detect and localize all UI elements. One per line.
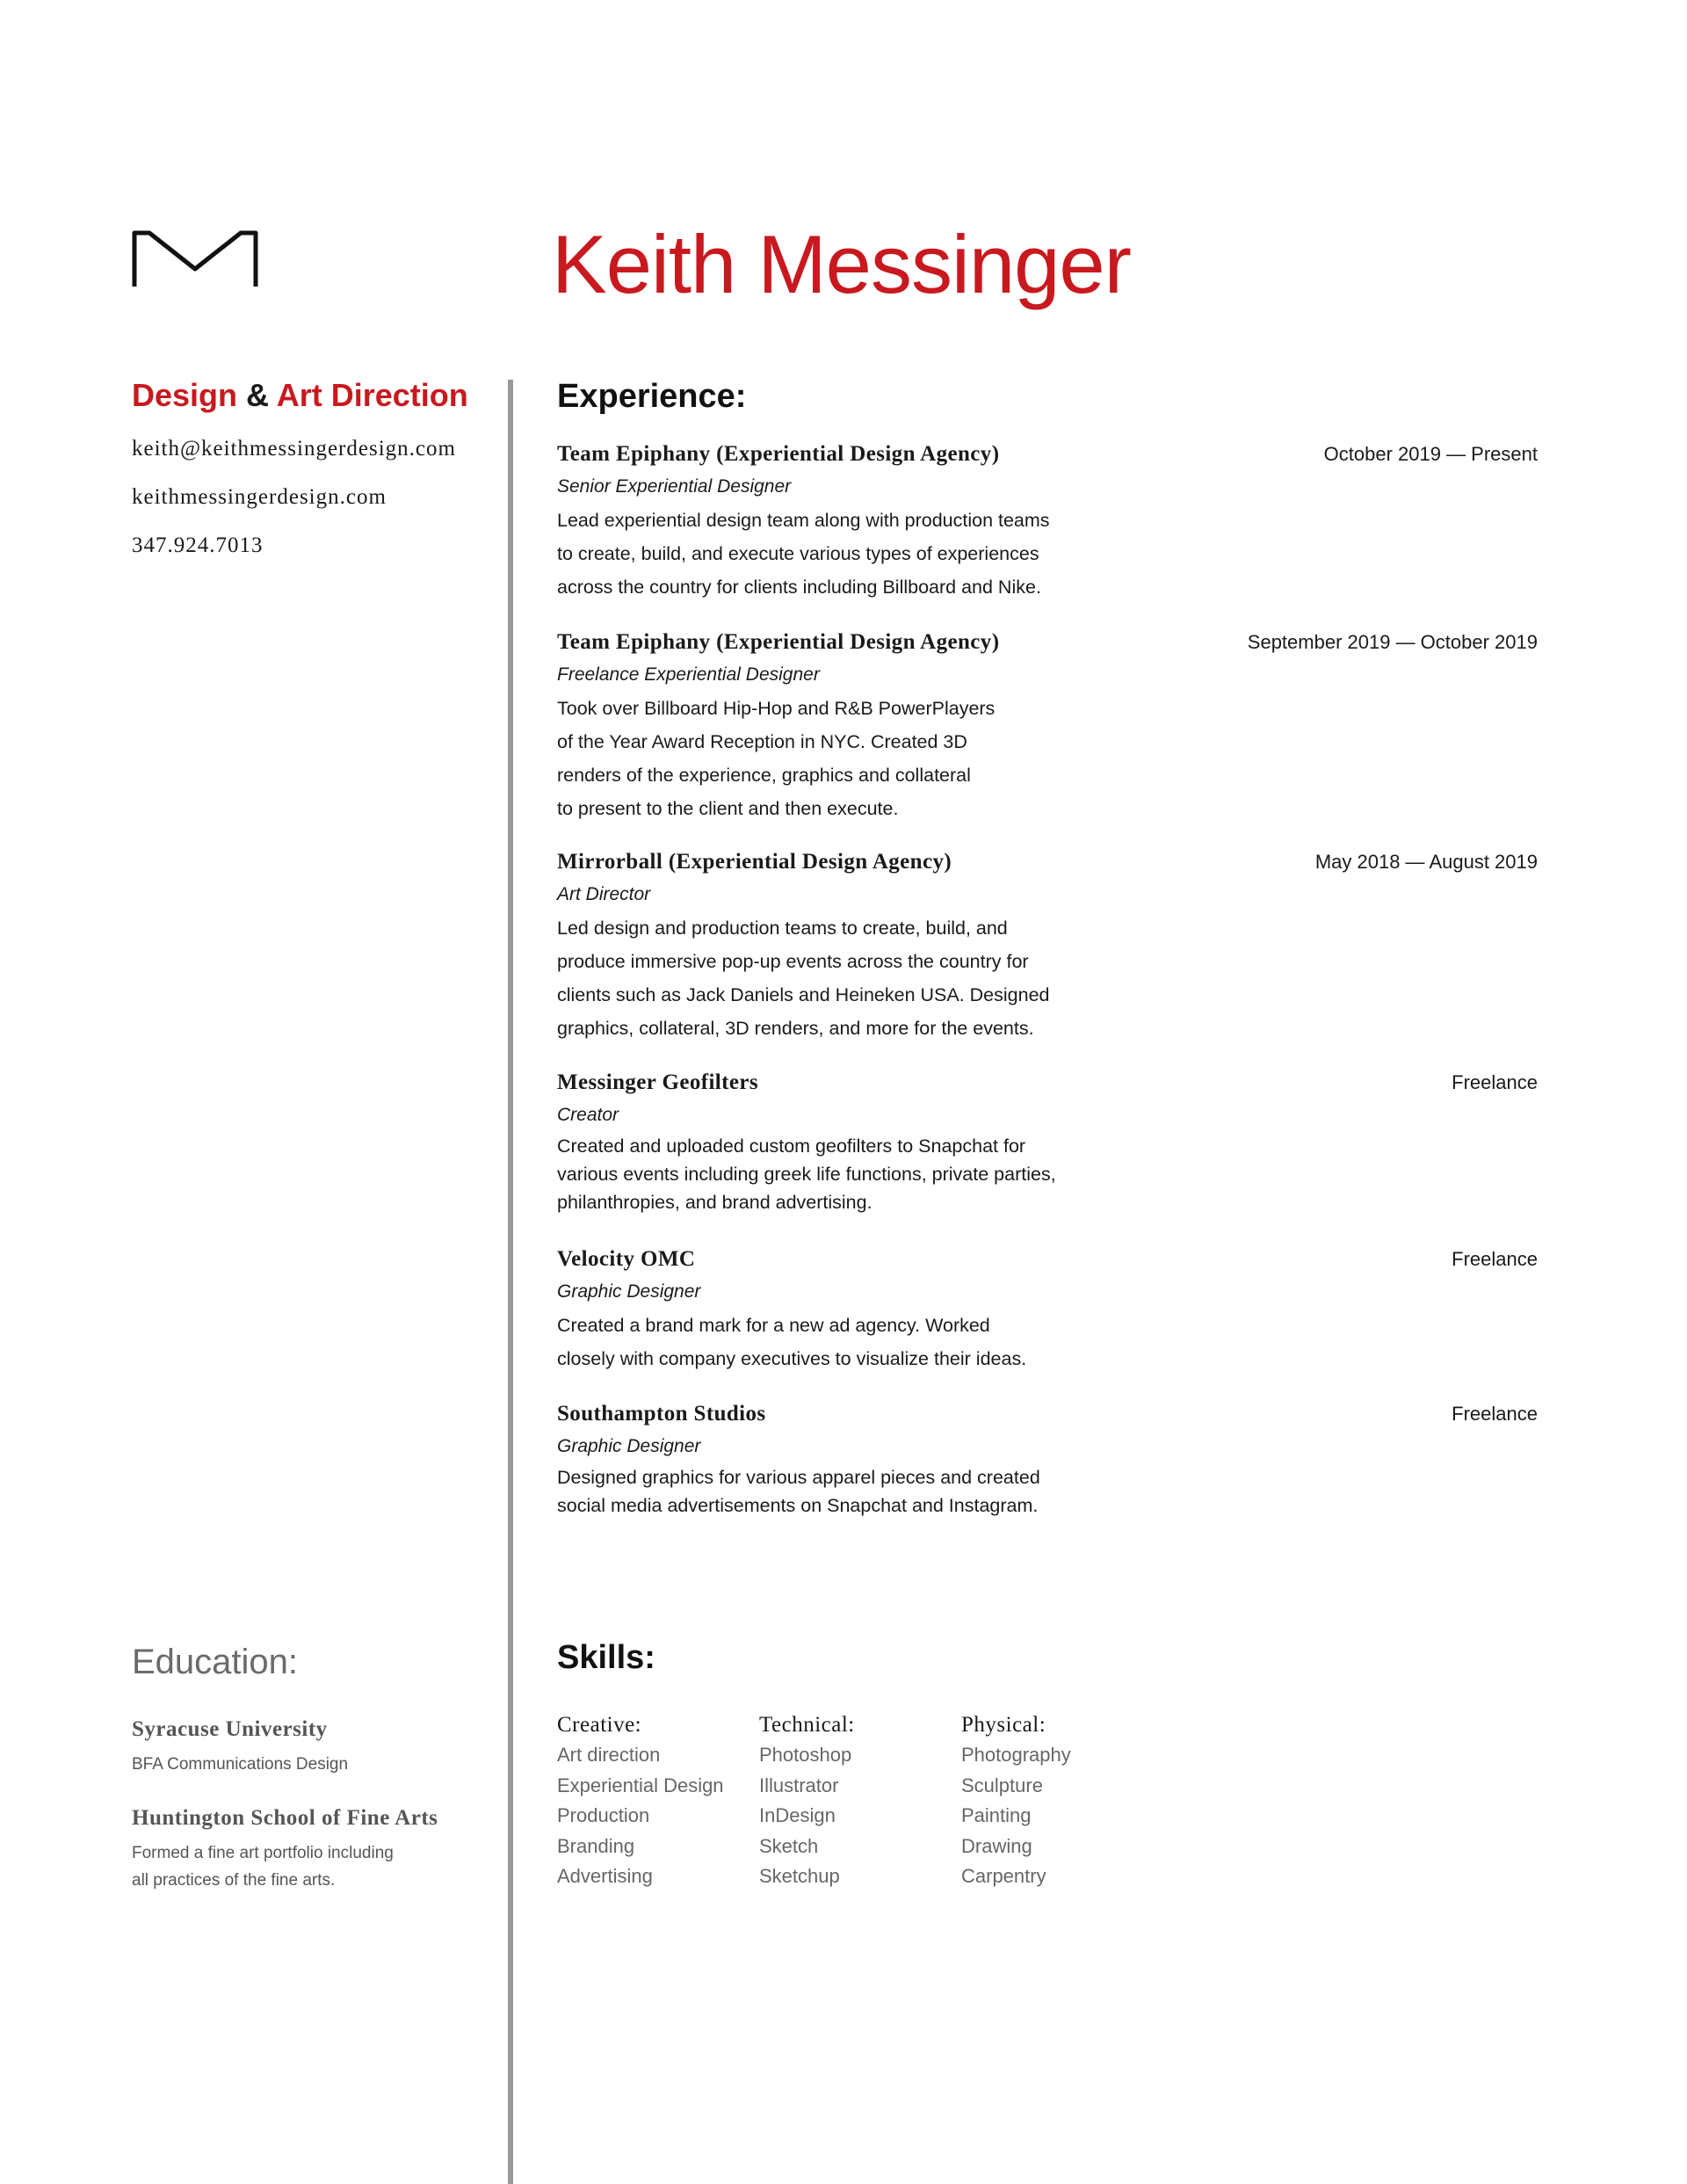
skill-item: Art direction [557,1744,661,1766]
skill-item: Experiential Design [557,1774,724,1796]
skills-column-technical [759,1710,952,1892]
job-description-line: social media advertisements on Snapchat and Instagram. [557,1495,1039,1516]
job-description-line: graphics, collateral, 3D renders, and more for the events. [557,1018,1034,1039]
education-school: Huntington School of Fine Arts [132,1806,438,1830]
experience-entry [557,627,1538,825]
education-detail: BFA Communications Design [132,1755,349,1774]
job-company: Team Epiphany (Experiential Design Agency) [557,630,1000,654]
job-description-line: philanthropies, and brand advertising. [557,1192,872,1213]
job-description-line: produce immersive pop-up events across the country for [557,951,1029,972]
experience-heading: Experience: [557,378,747,415]
education-heading: Education: [132,1643,299,1681]
skill-item: Photography [961,1744,1071,1766]
education-school: Syracuse University [132,1717,328,1741]
job-description-line: closely with company executives to visualize their ideas. [557,1348,1027,1369]
job-dates: October 2019 — Present [1323,443,1538,465]
job-company: Southampton Studios [557,1402,766,1426]
job-title: Senior Experiential Designer [557,476,792,497]
job-description-line: Took over Billboard Hip-Hop and R&B PowerPlayers [557,698,996,719]
job-company: Velocity OMC [557,1247,696,1271]
tagline-design: Design [132,377,238,413]
skill-item: Sketch [759,1834,819,1857]
job-title: Graphic Designer [557,1281,701,1302]
job-dates: May 2018 — August 2019 [1314,851,1538,873]
job-dates: September 2019 — October 2019 [1247,631,1538,653]
skill-item: Photoshop [759,1744,852,1766]
job-company: Messinger Geofilters [557,1070,758,1094]
job-description-line: to present to the client and then execute. [557,798,899,819]
experience-entry [557,439,1538,604]
job-dates: Freelance [1452,1071,1538,1093]
skill-item: Sketchup [759,1865,840,1887]
job-description-line: clients such as Jack Daniels and Heineken USA. Designed [557,984,1050,1005]
skill-item: InDesign [759,1804,836,1826]
skill-item: Painting [961,1804,1032,1826]
job-title: Creator [557,1105,619,1125]
skill-item: Production [557,1804,650,1826]
job-dates: Freelance [1452,1403,1538,1425]
job-description-line: Lead experiential design team along with production teams [557,510,1050,531]
education-detail: all practices of the fine arts. [132,1871,336,1890]
job-description [557,692,1538,825]
job-description [557,911,1538,1045]
skills-heading: Skills: [557,1639,655,1676]
job-description-line: various events including greek life functions, private parties, [557,1164,1056,1185]
skills-column-heading: Technical: [759,1713,855,1737]
skill-item: Advertising [557,1865,653,1887]
m-monogram-logo [132,229,258,288]
contact-website[interactable]: keithmessingerdesign.com [132,485,387,509]
job-description-line: renders of the experience, graphics and collateral [557,765,971,786]
skill-item: Carpentry [961,1865,1046,1887]
skill-item: Sculpture [961,1774,1043,1796]
job-description [557,1132,1538,1216]
job-description-line: across the country for clients including Billboard and Nike. [557,577,1041,598]
name-heading: Keith Messinger [552,218,1131,310]
skills-column-creative [557,1710,750,1892]
contact-email[interactable]: keith@keithmessingerdesign.com [132,437,456,461]
experience-entry [557,1244,1538,1375]
job-company: Mirrorball (Experiential Design Agency) [557,850,952,874]
job-description-line: Designed graphics for various apparel pieces and created [557,1467,1040,1488]
tagline-art-direction: Art Direction [276,377,468,413]
job-description-line: of the Year Award Reception in NYC. Created 3D [557,731,967,752]
experience-entry [557,1067,1538,1216]
experience-entry [557,846,1538,1045]
job-description-line: Led design and production teams to create, build, and [557,918,1008,939]
skill-item: Illustrator [759,1774,839,1796]
tagline [132,374,468,417]
job-description-line: Created a brand mark for a new ad agency. Worked [557,1315,990,1336]
job-description-line: Created and uploaded custom geofilters to Snapchat for [557,1136,1026,1157]
job-title: Graphic Designer [557,1436,701,1456]
skill-item: Drawing [961,1834,1032,1857]
job-description [557,1463,1538,1520]
job-description [557,504,1538,604]
experience-entry [557,1398,1538,1520]
job-description [557,1309,1538,1375]
skills-column-heading: Physical: [961,1713,1046,1737]
job-description-line: to create, build, and execute various types of experiences [557,543,1039,564]
tagline-ampersand: & [246,377,270,413]
job-dates: Freelance [1452,1248,1538,1270]
skills-column-physical [961,1710,1155,1892]
education-detail: Formed a fine art portfolio including [132,1844,394,1862]
column-divider [508,380,513,2184]
contact-phone: 347.924.7013 [132,533,264,557]
skills-column-heading: Creative: [557,1713,642,1737]
job-company: Team Epiphany (Experiential Design Agency) [557,442,1000,466]
job-title: Art Director [557,884,651,904]
job-title: Freelance Experiential Designer [557,664,820,685]
skill-item: Branding [557,1834,635,1857]
